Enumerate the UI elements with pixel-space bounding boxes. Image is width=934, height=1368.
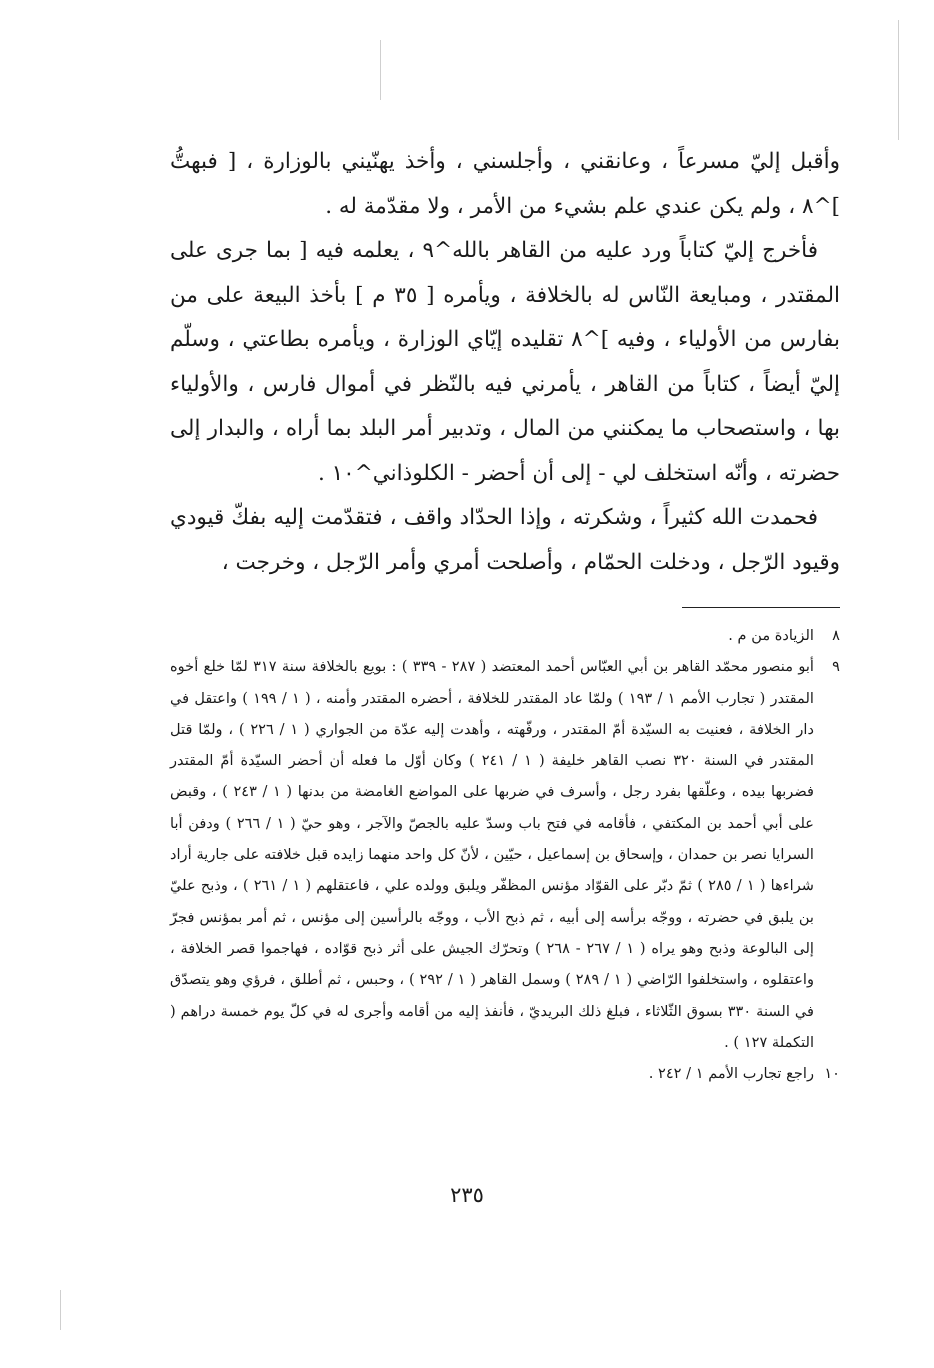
footnote	[170, 1058, 840, 1089]
footnote-separator-wrap	[170, 585, 840, 614]
paragraph: وأقبل إليّ مسرعاً ، وعانقني ، وأجلسني ، وأخذ يهنّيني بالوزارة ، [ فبهتُّ ]^٨ ، ولم يكن عندي علم بشيء من الأمر ، ولا مقدّمة له .	[170, 149, 840, 219]
footnote	[170, 620, 840, 651]
footnote-text: أبو منصور محمّد القاهر بن أبي العبّاس أحمد المعتضد ( ٢٨٧ - ٣٣٩ ) : بويع بالخلافة سنة ٣١٧ لمّا خلع أخوه المقتدر ( تجارب الأمم ١ / ١٩٣ ) ولمّا عاد المقتدر للخلافة ، أحضره المقتدر وأمنه ، ( ١ / ١٩٩ ) واعتقل في دار الخلافة ، فعنيت به السيّدة أمّ المقتدر ، ورفّهته ، وأهدت إليه عدّة من الجواري ( ١ / ٢٢٦ ) ، ولمّا قتل المقتدر في السنة ٣٢٠ نصب القاهر خليفة ( ١ / ٢٤١ ) وكان أوّل ما فعله أن أحضر السيّدة أمّ المقتدر فضربها بيده ، وعلّقها بفرد رجل ، وأسرف في ضربها على المواضع الغامضة من بدنها ( ١ / ٢٤٣ ) ، وقبض على أبي أحمد بن المكتفي ، فأقامه في فتح باب وسدّ عليه بالجصّ والآجر ، وهو حيّ ( ١ / ٢٦٦ ) ودفن أبا السرايا نصر بن حمدان ، وإسحاق بن إسماعيل ، حيّين ، لأنّ كل واحد منهما زايده قبل خلافته على جارية أراد شراءها ( ١ / ٢٨٥ ) ثمّ دبّر على القوّاد مؤنس المظفّر ويلبق وولده علي ، فاعتقلهم ( ١ / ٢٦١ ) ، وذبح عليّ بن يلبق في حضرته ، ووجّه برأسه إلى أبيه ، ثم ذبح الأب ، ووجّه بالرأسين إلى مؤنس ، ثم أمر بمؤنس فجرّ إلى البالوعة وذبح وهو يراه ( ١ / ٢٦٧ - ٢٦٨ ) وتحرّك الجيش على أثر ذبح قوّاده ، فهاجموا قصر الخلافة ، واعتقلوه ، واستخلفوا الرّاضي ( ١ / ٢٨٩ ) وسمل القاهر ( ١ / ٢٩٢ ) ، وحبس ، ثم أطلق ، فرؤي وهو يتصدّق في السنة ٣٣٠ بسوق الثّلاثاء ، فبلغ ذلك البريديّ ، فأنفذ إليه من أقامه وأجرى له في كلّ يوم خمسة دراهم ( التكملة ١٢٧ ) .	[170, 658, 815, 1051]
main-text	[170, 140, 840, 585]
scan-speck	[380, 40, 381, 100]
scan-speck	[898, 20, 899, 140]
book-page	[170, 140, 840, 1089]
footnote-number: ٩	[832, 658, 840, 676]
page-number: ٢٣٥	[450, 1183, 484, 1207]
footnote-number: ١٠	[824, 1065, 840, 1083]
footnotes	[170, 620, 840, 1089]
footnote-text: الزيادة من م .	[728, 627, 814, 644]
paragraph: فأخرج إليّ كتاباً ورد عليه من القاهر بالله^٩ ، يعلمه فيه [ بما جرى على المقتدر ، ومبايعة النّاس له بالخلافة ، ويأمره [ ٣٥ م ] بأخذ البيعة على من بفارس من الأولياء ، وفيه ]^٨ تقليده إيّاي الوزارة ، ويأمره بطاعتي ، وسلّم إليّ أيضاً ، كتاباً من القاهر ، يأمرني فيه بالنّظر في أموال فارس ، والأولياء بها ، واستصحاب ما يمكنني من المال ، وتدبير أمر البلد بما أراه ، والبدار إلى حضرته ، وأنّه استخلف لي - إلى أن أحضر - الكلوذاني^١٠ .	[170, 238, 841, 486]
footnote-number: ٨	[832, 627, 840, 644]
footnote-separator	[682, 607, 840, 608]
footnote	[170, 651, 840, 1058]
paragraph: فحمدت الله كثيراً ، وشكرته ، وإذا الحدّاد واقف ، فتقدّمت إليه بفكّ قيودي وقيود الرّجل ، ودخلت الحمّام ، وأصلحت أمري وأمر الرّجل ، وخرجت ،	[170, 505, 840, 575]
scan-speck	[60, 1290, 61, 1330]
footnote-text: راجع تجارب الأمم ١ / ٢٤٢ .	[648, 1065, 814, 1083]
